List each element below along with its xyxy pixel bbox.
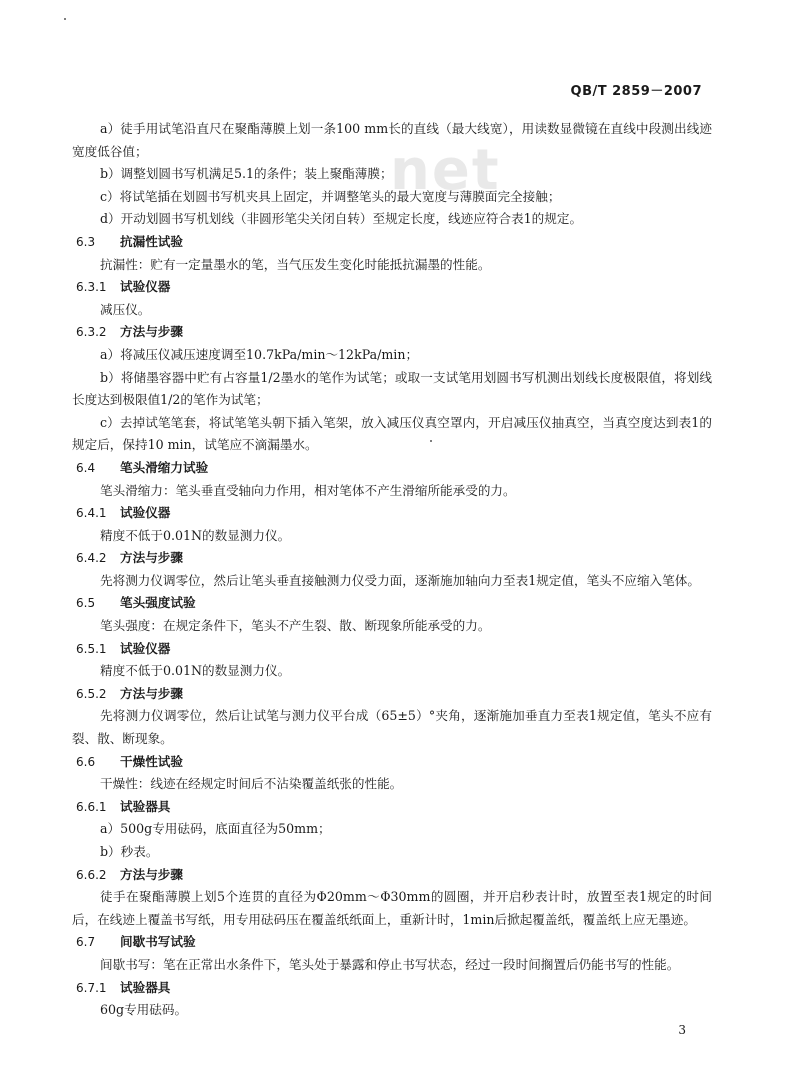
document-body xyxy=(72,118,712,1022)
paragraph: 笔头强度：在规定条件下，笔头不产生裂、散、断现象所能承受的力。 xyxy=(100,618,491,634)
section-number: 6.5 xyxy=(76,596,96,611)
section-heading xyxy=(72,751,712,774)
paragraph: 60g专用砝码。 xyxy=(100,1002,188,1018)
section-title: 干燥性试验 xyxy=(120,753,183,769)
paragraph: 笔头滑缩力：笔头垂直受轴向力作用，相对笔体不产生滑缩所能承受的力。 xyxy=(100,482,516,498)
section-number: 6.4.1 xyxy=(76,506,107,521)
section-heading xyxy=(72,796,712,819)
section-heading xyxy=(72,502,712,525)
list-item: d）开动划圆书写机划线（非圆形笔尖关闭自转）至规定长度，线迹应符合表1的规定。 xyxy=(100,211,583,227)
section-heading xyxy=(72,977,712,1000)
section-heading xyxy=(72,864,712,887)
section-number: 6.5.2 xyxy=(76,686,107,701)
section-heading xyxy=(72,683,712,706)
section-number: 6.6.1 xyxy=(76,799,107,814)
list-item: c）将试笔插在划圆书写机夹具上固定，并调整笔头的最大宽度与薄膜面完全接触； xyxy=(100,188,561,204)
list-item: a）将减压仪减压速度调至10.7kPa/min～12kPa/min； xyxy=(100,346,419,362)
list-item: b）调整划圆书写机满足5.1的条件；装上聚酯薄膜； xyxy=(100,166,393,182)
section-title: 试验仪器 xyxy=(120,279,171,295)
paragraph: 干燥性：线迹在经规定时间后不沾染覆盖纸张的性能。 xyxy=(100,776,403,792)
paragraph: 减压仪。 xyxy=(100,301,151,317)
paragraph: 抗漏性：贮有一定量墨水的笔，当气压发生变化时能抵抗漏墨的性能。 xyxy=(100,256,491,272)
section-number: 6.3 xyxy=(76,234,96,249)
section-title: 试验器具 xyxy=(120,979,171,995)
section-heading xyxy=(72,231,712,254)
section-title: 试验器具 xyxy=(120,798,171,814)
section-number: 6.5.1 xyxy=(76,641,107,656)
paragraph: 徒手在聚酯薄膜上划5个连贯的直径为Φ20mm～Φ30mm的圆圈，并开启秒表计时，放置至表1规定的时间后，在线迹上覆盖书写纸，用专用砝码压在覆盖纸纸面上，重新计时，1min后掀起覆盖纸，覆盖纸上应无墨迹。 xyxy=(72,889,712,927)
section-number: 6.4 xyxy=(76,460,96,475)
list-item: b）秒表。 xyxy=(100,844,159,859)
paragraph: 间歇书写：笔在正常出水条件下，笔头处于暴露和停止书写状态，经过一段时间搁置后仍能书写的性能。 xyxy=(100,956,680,972)
section-heading xyxy=(72,931,712,954)
section-number: 6.7.1 xyxy=(76,980,107,995)
section-number: 6.3.1 xyxy=(76,280,107,295)
section-title: 方法与步骤 xyxy=(120,685,183,701)
section-title: 试验仪器 xyxy=(120,505,171,521)
list-item: a）500g专用砝码，底面直径为50mm； xyxy=(100,821,331,837)
section-title: 方法与步骤 xyxy=(120,550,183,566)
section-number: 6.7 xyxy=(76,935,96,950)
section-heading xyxy=(72,547,712,570)
section-title: 方法与步骤 xyxy=(120,324,183,340)
section-title: 间歇书写试验 xyxy=(120,934,196,950)
section-number: 6.6.2 xyxy=(76,867,107,882)
section-number: 6.6 xyxy=(76,754,96,769)
watermark: net xyxy=(390,138,501,203)
page-number: 3 xyxy=(678,1023,686,1037)
section-heading xyxy=(72,321,712,344)
paragraph: 先将测力仪调零位，然后让笔头垂直接触测力仪受力面，逐渐施加轴向力至表1规定值，笔头不应缩入笔体。 xyxy=(100,572,700,588)
section-heading xyxy=(72,592,712,615)
section-number: 6.4.2 xyxy=(76,551,107,566)
list-item: b）将储墨容器中贮有占容量1/2墨水的笔作为试笔；或取一支试笔用划圆书写机测出划线长度极限值，将划线长度达到极限值1/2的笔作为试笔； xyxy=(72,369,712,408)
list-item: c）去掉试笔笔套，将试笔笔头朝下插入笔架，放入减压仪真空罩内，开启减压仪抽真空，当真空度达到表1的规定后，保持10 min，试笔应不滴漏墨水。 xyxy=(72,414,712,453)
paragraph: 精度不低于0.01N的数显测力仪。 xyxy=(100,663,291,679)
section-heading xyxy=(72,276,712,299)
section-title: 笔头强度试验 xyxy=(120,595,196,611)
section-title: 方法与步骤 xyxy=(120,866,183,882)
section-heading xyxy=(72,457,712,480)
section-title: 抗漏性试验 xyxy=(120,233,183,249)
section-heading xyxy=(72,638,712,661)
section-number: 6.3.2 xyxy=(76,325,107,340)
section-title: 试验仪器 xyxy=(120,640,171,656)
section-title: 笔头滑缩力试验 xyxy=(120,459,209,475)
standard-code: QB/T 2859－2007 xyxy=(570,84,702,99)
scan-speck xyxy=(64,18,66,20)
list-item: a）徒手用试笔沿直尺在聚酯薄膜上划一条100 mm长的直线（最大线宽），用读数显微镜在直线中段测出线迹宽度低谷值； xyxy=(72,121,712,159)
paragraph: 先将测力仪调零位，然后让试笔与测力仪平台成（65±5）°夹角，逐渐施加垂直力至表1规定值，笔头不应有裂、散、断现象。 xyxy=(72,708,712,747)
paragraph: 精度不低于0.01N的数显测力仪。 xyxy=(100,527,291,543)
